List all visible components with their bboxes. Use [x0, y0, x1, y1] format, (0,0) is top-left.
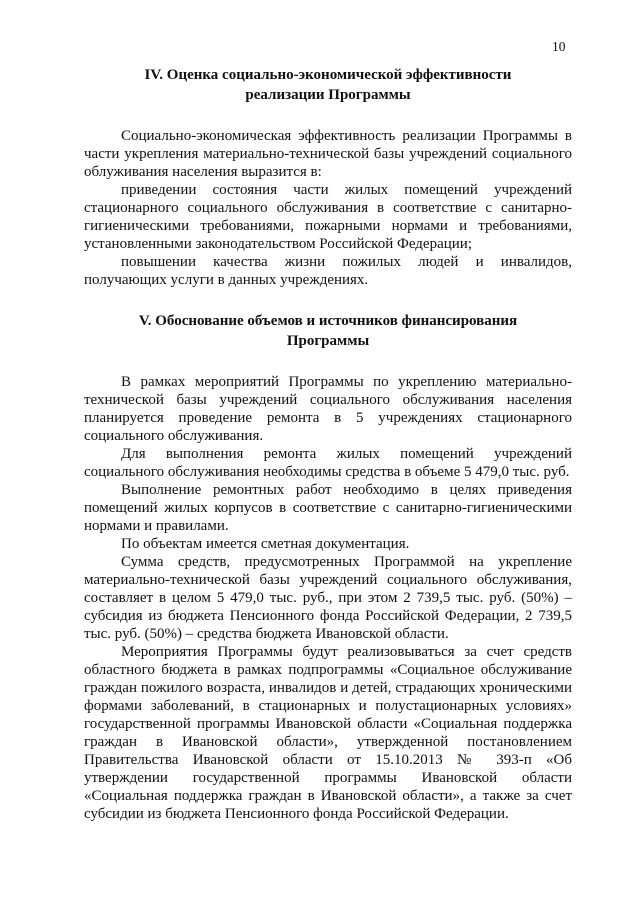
section-iv-title-line-1: IV. Оценка социально-экономической эффективности: [144, 67, 512, 83]
paragraph: Мероприятия Программы будут реализовываться за счет средств областного бюджета в рамках подпрограммы «Социальное обслуживание граждан пожилого возраста, инвалидов и детей, страдающих хроническими формами заболеваний, в стационарных и полустационарных условиях» государственной программы Ивановской области «Социальная поддержка граждан в Ивановской области», утвержденной постановлением Правительства Ивановской области от 15.10.2013 № 393-п «Об утверждении государственной программы Ивановской области «Социальная поддержка граждан в Ивановской области», а также за счет субсидии из бюджета Пенсионного фонда Российской Федерации.: [84, 644, 572, 822]
section-iv: [84, 65, 572, 289]
section-v-title-line-2: Программы: [286, 333, 370, 349]
page-number: 10: [552, 39, 566, 54]
section-iv-title-line-2: реализации Программы: [245, 87, 411, 103]
paragraph: Сумма средств, предусмотренных Программой на укрепление материально-технической базы учреждений социального обслуживания, составляет в целом 5 479,0 тыс. руб., при этом 2 739,5 тыс. руб. (50%) – субсидия из бюджета Пенсионного фонда Российской Федерации, 2 739,5 тыс. руб. (50%) – средства бюджета Ивановской области.: [84, 554, 572, 642]
paragraph: Выполнение ремонтных работ необходимо в целях приведения помещений жилых корпусов в соответствие с санитарно-гигиеническими нормами и правилами.: [84, 482, 572, 534]
paragraph: Социально-экономическая эффективность реализации Программы в части укрепления материально-технической базы учреждений социального облуживания населения выразится в:: [84, 128, 572, 180]
section-iv-title: [84, 65, 572, 105]
paragraph: В рамках мероприятий Программы по укреплению материально-технической базы учреждений социального обслуживания населения планируется проведение ремонта в 5 учреждениях стационарного социального обслуживания.: [84, 374, 572, 444]
section-v-title: [84, 311, 572, 351]
paragraph: Для выполнения ремонта жилых помещений учреждений социального обслуживания необходимы средства в объеме 5 479,0 тыс. руб.: [84, 446, 572, 480]
paragraph: повышении качества жизни пожилых людей и инвалидов, получающих услуги в данных учреждениях.: [84, 254, 572, 288]
document-body: [84, 65, 572, 823]
paragraph: По объектам имеется сметная документация.: [121, 536, 410, 552]
paragraph: приведении состояния части жилых помещений учреждений стационарного социального обслуживания в соответствие с санитарно-гигиеническими требованиями, пожарными нормами и требованиями, установленными законодательством Российской Федерации;: [84, 182, 572, 252]
section-v-title-line-1: V. Обоснование объемов и источников финансирования: [138, 313, 518, 329]
section-v: [84, 311, 572, 823]
